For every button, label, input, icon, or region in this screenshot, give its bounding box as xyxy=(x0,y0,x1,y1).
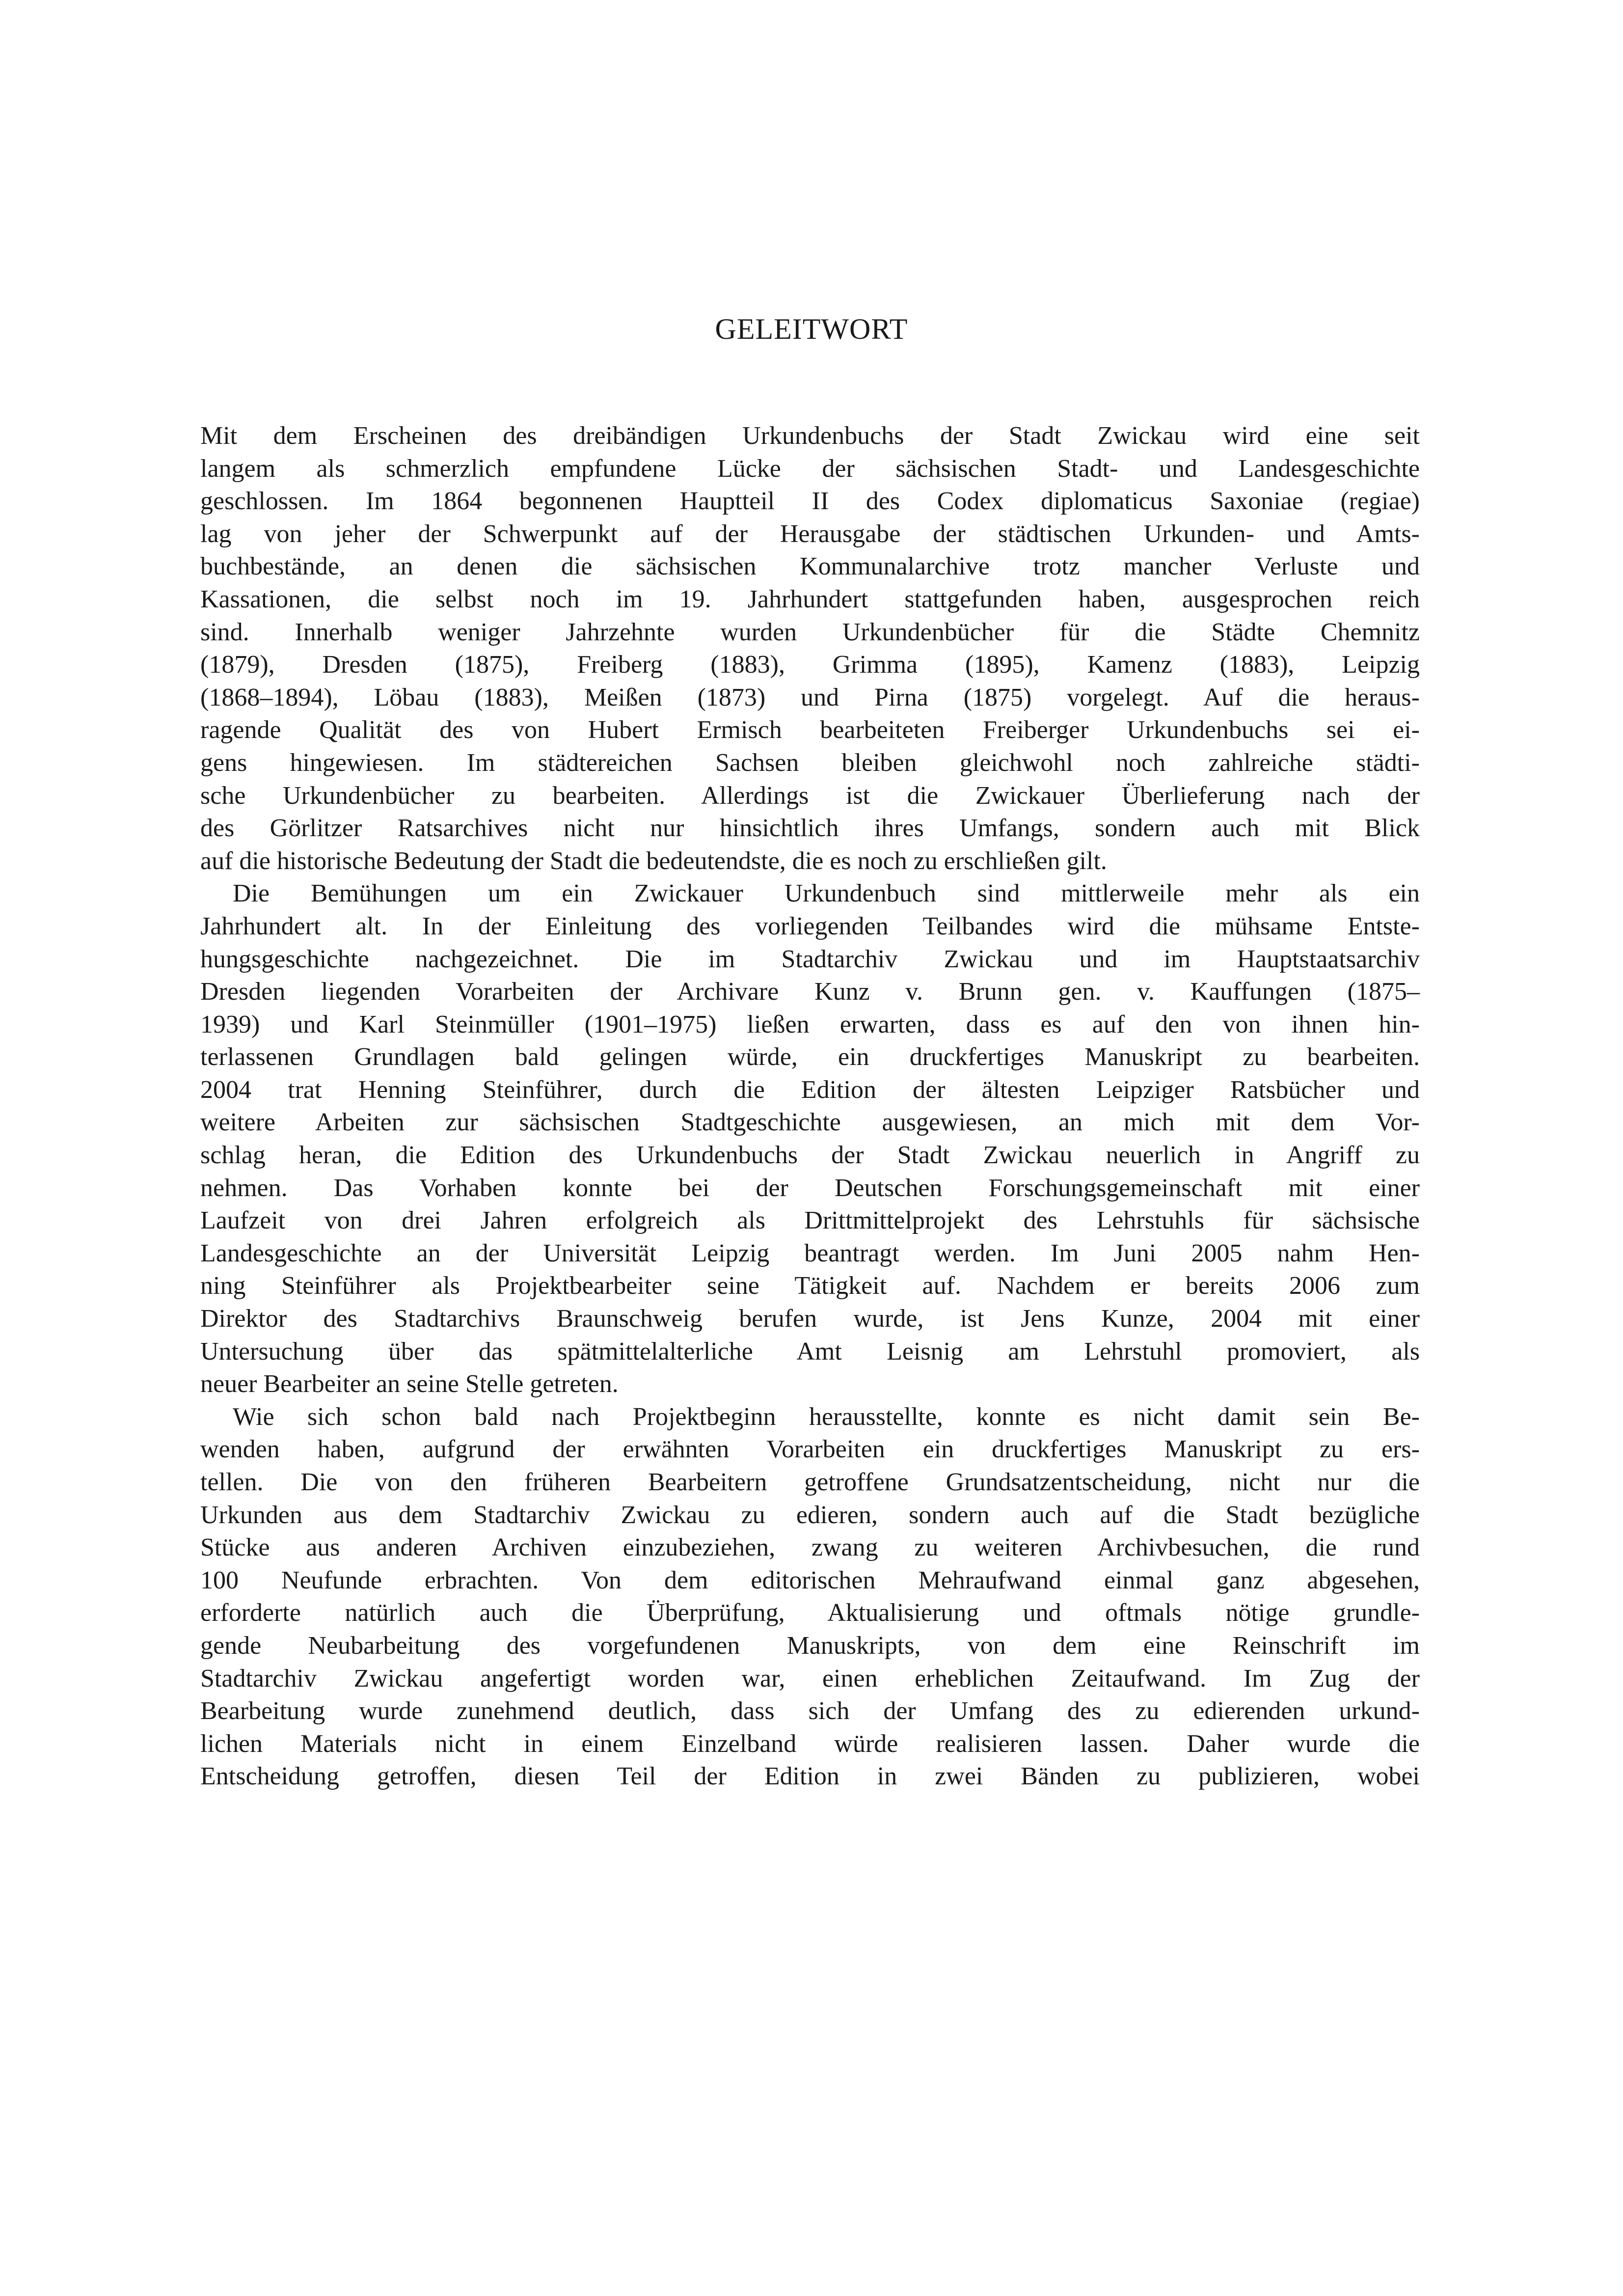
text-line: ragende Qualität des von Hubert Ermisch bearbeiteten Freiberger Urkundenbuchs sei ei- xyxy=(200,716,1420,744)
text-line: 100 Neufunde erbrachten. Von dem editorischen Mehraufwand einmal ganz abgesehen, xyxy=(200,1566,1420,1594)
body-text xyxy=(200,420,1420,1793)
text-line: Laufzeit von drei Jahren erfolgreich als Drittmittelprojekt des Lehrstuhls für sächsische xyxy=(200,1206,1420,1235)
text-line: sche Urkundenbücher zu bearbeiten. Allerdings ist die Zwickauer Überlieferung nach der xyxy=(200,781,1420,810)
text-line: terlassenen Grundlagen bald gelingen würde, ein druckfertiges Manuskript zu bearbeiten. xyxy=(200,1043,1420,1071)
text-line: geschlossen. Im 1864 begonnenen Hauptteil II des Codex diplomaticus Saxoniae (regiae) xyxy=(200,487,1420,516)
text-line: lichen Materials nicht in einem Einzelband würde realisieren lassen. Daher wurde die xyxy=(200,1729,1420,1758)
text-line: 1939) und Karl Steinmüller (1901–1975) ließen erwarten, dass es auf den von ihnen hin- xyxy=(200,1010,1420,1039)
paragraph xyxy=(200,420,1420,877)
text-line: Wie sich schon bald nach Projektbeginn herausstellte, konnte es nicht damit sein Be- xyxy=(233,1402,1420,1431)
text-line: langem als schmerzlich empfundene Lücke der sächsischen Stadt- und Landesgeschichte xyxy=(200,454,1420,483)
page-title: GELEITWORT xyxy=(715,313,908,345)
paragraph xyxy=(200,1401,1420,1793)
text-line: hungsgeschichte nachgezeichnet. Die im Stadtarchiv Zwickau und im Hauptstaatsarchiv xyxy=(200,945,1420,973)
text-line: Die Bemühungen um ein Zwickauer Urkundenbuch sind mittlerweile mehr als ein xyxy=(233,879,1420,908)
text-line: 2004 trat Henning Steinführer, durch die Edition der ältesten Leipziger Ratsbücher und xyxy=(200,1075,1420,1104)
text-line: ning Steinführer als Projektbearbeiter seine Tätigkeit auf. Nachdem er bereits 2006 zum xyxy=(200,1272,1420,1300)
text-line: nehmen. Das Vorhaben konnte bei der Deutschen Forschungsgemeinschaft mit einer xyxy=(200,1174,1420,1202)
text-line: tellen. Die von den früheren Bearbeitern getroffene Grundsatzentscheidung, nicht nur die xyxy=(200,1468,1420,1496)
text-line: weitere Arbeiten zur sächsischen Stadtgeschichte ausgewiesen, an mich mit dem Vor- xyxy=(200,1108,1420,1137)
text-line: Mit dem Erscheinen des dreibändigen Urkundenbuchs der Stadt Zwickau wird eine seit xyxy=(200,422,1420,450)
text-line: Urkunden aus dem Stadtarchiv Zwickau zu edieren, sondern auch auf die Stadt bezügliche xyxy=(200,1501,1420,1529)
text-line: Dresden liegenden Vorarbeiten der Archivare Kunz v. Brunn gen. v. Kauffungen (1875– xyxy=(200,978,1420,1006)
text-line: Landesgeschichte an der Universität Leipzig beantragt werden. Im Juni 2005 nahm Hen- xyxy=(200,1239,1420,1267)
text-line: Kassationen, die selbst noch im 19. Jahrhundert stattgefunden haben, ausgesprochen reich xyxy=(200,585,1420,613)
text-line: wenden haben, aufgrund der erwähnten Vorarbeiten ein druckfertiges Manuskript zu ers- xyxy=(200,1435,1420,1464)
text-line: Entscheidung getroffen, diesen Teil der Edition in zwei Bänden zu publizieren, wobei xyxy=(200,1762,1420,1791)
text-line: Stücke aus anderen Archiven einzubeziehen, zwang zu weiteren Archivbesuchen, die rund xyxy=(200,1533,1420,1562)
text-line: gens hingewiesen. Im städtereichen Sachsen bleiben gleichwohl noch zahlreiche städti- xyxy=(200,748,1420,777)
paragraph xyxy=(200,877,1420,1401)
text-line: sind. Innerhalb weniger Jahrzehnte wurden Urkundenbücher für die Städte Chemnitz xyxy=(200,618,1420,646)
text-line: (1879), Dresden (1875), Freiberg (1883), Grimma (1895), Kamenz (1883), Leipzig xyxy=(200,651,1420,679)
text-line: auf die historische Bedeutung der Stadt die bedeutendste, die es noch zu erschließen gilt. xyxy=(200,847,1107,875)
text-line: Direktor des Stadtarchivs Braunschweig berufen wurde, ist Jens Kunze, 2004 mit einer xyxy=(200,1305,1420,1333)
text-line: erforderte natürlich auch die Überprüfung, Aktualisierung und oftmals nötige grundle- xyxy=(200,1599,1420,1627)
text-line: des Görlitzer Ratsarchives nicht nur hinsichtlich ihres Umfangs, sondern auch mit Blick xyxy=(200,814,1420,843)
text-line: Bearbeitung wurde zunehmend deutlich, dass sich der Umfang des zu edierenden urkund- xyxy=(200,1697,1420,1725)
text-line: buchbestände, an denen die sächsischen Kommunalarchive trotz mancher Verluste und xyxy=(200,552,1420,581)
text-line: (1868–1894), Löbau (1883), Meißen (1873) und Pirna (1875) vorgelegt. Auf die heraus- xyxy=(200,683,1420,711)
text-line: Stadtarchiv Zwickau angefertigt worden war, einen erheblichen Zeitaufwand. Im Zug der xyxy=(200,1664,1420,1693)
text-line: Untersuchung über das spätmittelalterliche Amt Leisnig am Lehrstuhl promoviert, als xyxy=(200,1337,1420,1366)
text-line: lag von jeher der Schwerpunkt auf der Herausgabe der städtischen Urkunden- und Amts- xyxy=(200,519,1420,548)
text-line: schlag heran, die Edition des Urkundenbuchs der Stadt Zwickau neuerlich in Angriff zu xyxy=(200,1141,1420,1170)
text-line: neuer Bearbeiter an seine Stelle getreten. xyxy=(200,1370,619,1398)
text-line: Jahrhundert alt. In der Einleitung des vorliegenden Teilbandes wird die mühsame Entste- xyxy=(200,912,1420,940)
text-line: gende Neubarbeitung des vorgefundenen Manuskripts, von dem eine Reinschrift im xyxy=(200,1631,1420,1660)
